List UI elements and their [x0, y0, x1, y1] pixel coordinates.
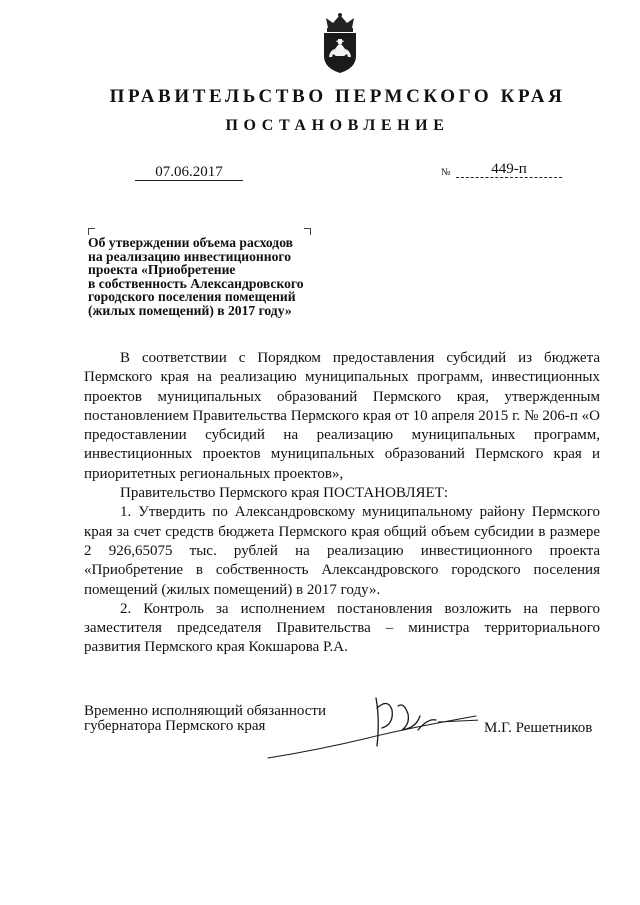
subject-bracket-left	[88, 228, 95, 235]
document-date: 07.06.2017	[135, 164, 243, 181]
subject-line: городского поселения помещений	[88, 289, 296, 305]
document-type: ПОСТАНОВЛЕНИЕ	[225, 117, 450, 134]
subject-line: на реализацию инвестиционного	[88, 248, 292, 264]
body-paragraph-item-1: 1. Утвердить по Александровскому муниципальному району Пермского края за счет средств бюджета Пермского края общий объем субсидии в размере 2 926,65075 тыс. рублей на реализацию инвестиционного проекта «Приобретение в собственность Александровского городского поселения помещений (жилых помещений) в 2017 году».	[84, 504, 600, 598]
position-line: губернатора Пермского края	[84, 718, 266, 734]
subject-line: в собственность Александровского	[88, 275, 304, 291]
perm-krai-coat-of-arms-icon	[318, 12, 362, 74]
document-number: 449-п	[456, 161, 562, 178]
subject-line: Об утверждении объема расходов	[88, 235, 293, 250]
document-subject	[88, 236, 338, 318]
body-paragraph-resolves: Правительство Пермского края ПОСТАНОВЛЯЕТ:	[120, 485, 449, 502]
body-paragraph-preamble: В соответствии с Порядком предоставления субсидий из бюджета Пермского края на реализацию муниципальных программ, инвестиционных проектов муниципальных образований Пермского края, утвержденным постановлением Правительства Пермского края от 10 апреля 2015 г. № 206-п «О предоставлении субсидий на реализацию муниципальных программ, инвестиционных проектов муниципальных образований Пермского края и приоритетных региональных проектов»,	[84, 350, 600, 482]
signatory-name: М.Г. Решетников	[484, 720, 593, 736]
organization-title: ПРАВИТЕЛЬСТВО ПЕРМСКОГО КРАЯ	[109, 86, 566, 107]
number-label: №	[441, 167, 451, 178]
document-body	[84, 349, 600, 658]
handwritten-signature	[258, 680, 478, 770]
subject-line: проекта «Приобретение	[88, 262, 236, 278]
subject-line: (жилых помещений) в 2017 году»	[88, 302, 292, 318]
subject-bracket-right	[304, 228, 311, 235]
body-paragraph-item-2: 2. Контроль за исполнением постановления возложить на первого заместителя председателя Правительства – министра территориального развития Пермского края Кокшарова Р.А.	[84, 600, 600, 656]
position-line: Временно исполняющий обязанности	[84, 703, 327, 719]
